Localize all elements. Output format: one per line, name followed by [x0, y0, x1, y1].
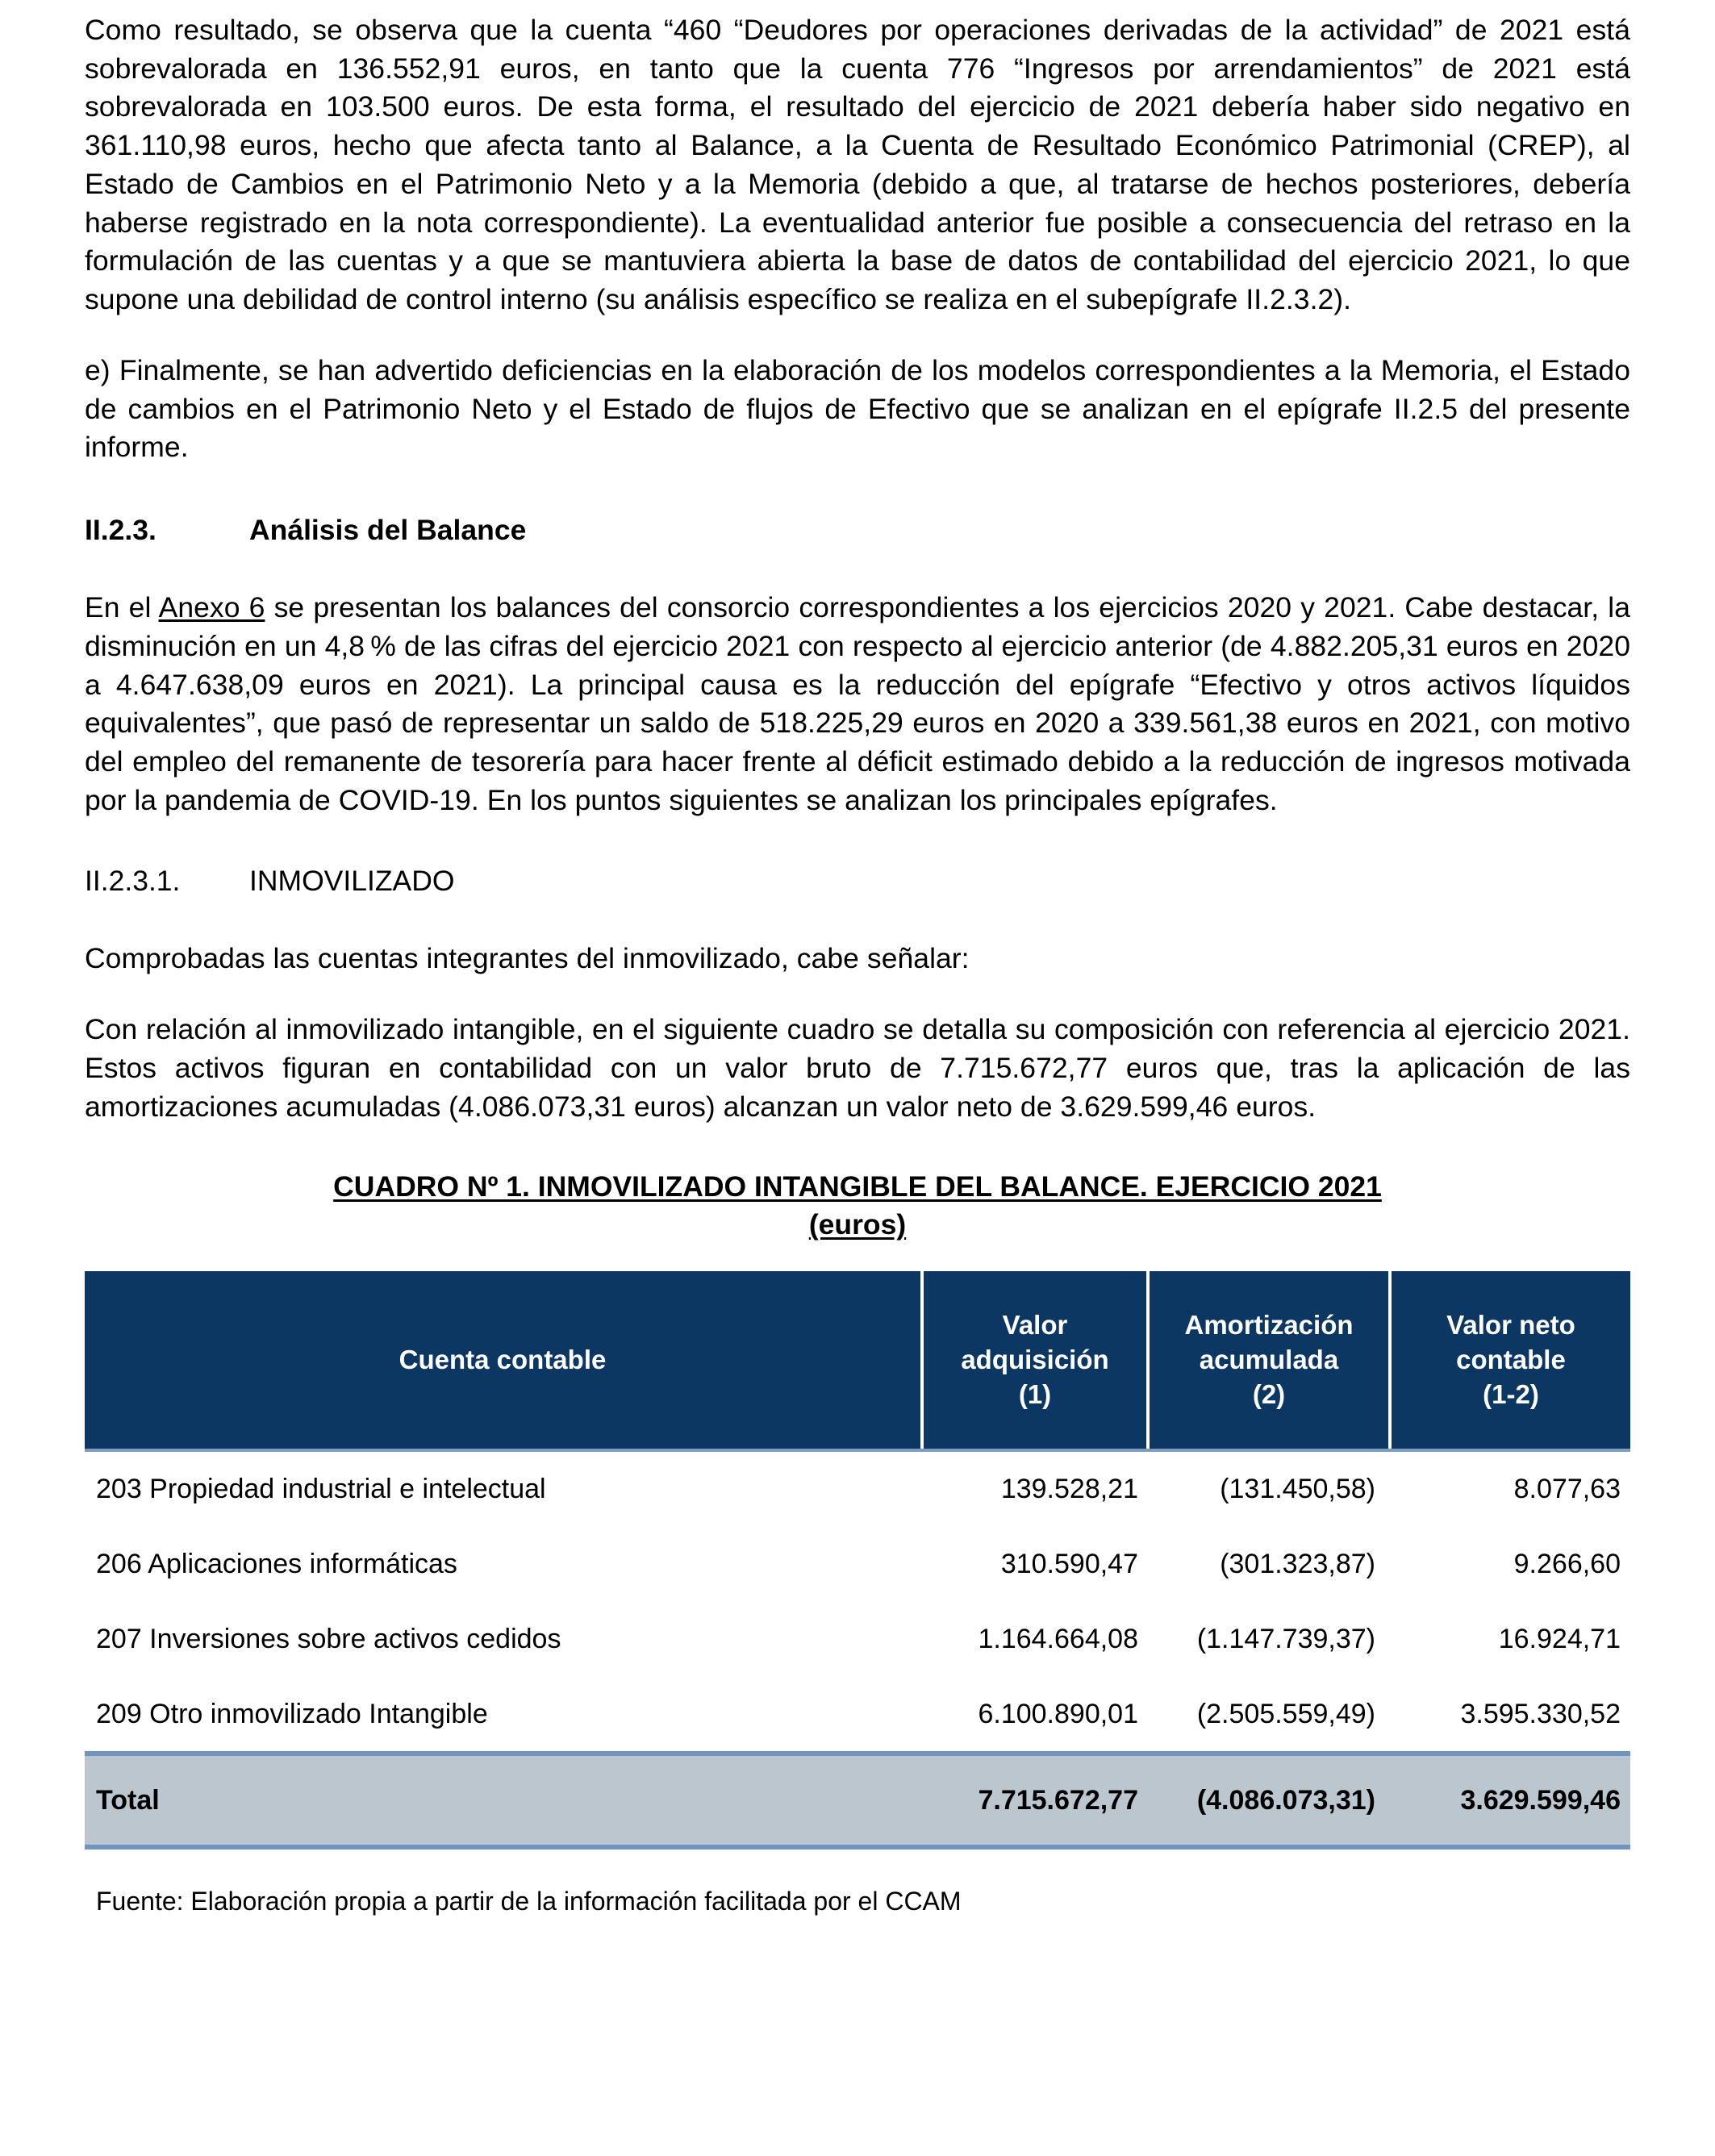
- cell-amortization: (2.505.559,49): [1196, 1698, 1375, 1729]
- cell-net: 16.924,71: [1498, 1623, 1621, 1654]
- column-header-amortizacion-line3: (2): [1252, 1378, 1286, 1409]
- column-header-amortizacion-line2: acumulada: [1199, 1344, 1339, 1374]
- paragraph-anexo-6-prefix: En el: [85, 591, 159, 624]
- table-header-row: [85, 1271, 1630, 1450]
- table-body: [85, 1450, 1630, 1847]
- heading-ii-2-3: [85, 514, 1630, 547]
- heading-ii-2-3-number: II.2.3.: [85, 514, 156, 547]
- paragraph-deficiencias-modelos: e) Finalmente, se han advertido deficiencias en la elaboración de los modelos correspondientes a la Memoria, el Estado de cambios en el Patrimonio Neto y el Estado de flujos de Efectivo que se analizan en el epígrafe II.2.5 del presente informe.: [85, 353, 1630, 464]
- paragraph-resultado-cuenta-460: Como resultado, se observa que la cuenta “460 “Deudores por operaciones derivadas de la actividad” de 2021 está sobrevalorada en 136.552,91 euros, en tanto que la cuenta 776 “Ingresos por arrendamientos” de 2021 está sobrevalorada en 103.500 euros. De esta forma, el resultado del ejercicio de 2021 debería haber sido negativo en 361.110,98 euros, hecho que afecta tanto al Balance, a la Cuenta de Resultado Económico Patrimonial (CREP), al Estado de Cambios en el Patrimonio Neto y a la Memoria (debido a que, al tratarse de hechos posteriores, debería haberse registrado en la nota correspondiente). La eventualidad anterior fue posible a consecuencia del retraso en la formulación de las cuentas y a que se mantuviera abierta la base de datos de contabilidad del ejercicio 2021, lo que supone una debilidad de control interno (su análisis específico se realiza en el subepígrafe II.2.3.2).: [85, 14, 1630, 316]
- table-row: [85, 1602, 1630, 1677]
- heading-ii-2-3-1: [85, 865, 1630, 898]
- heading-ii-2-3-title: Análisis del Balance: [249, 514, 527, 547]
- column-header-amortizacion-acumulada: [1148, 1271, 1390, 1450]
- cell-total-acquisition: 7.715.672,77: [922, 1754, 1148, 1847]
- cell-amortization: (131.450,58): [1220, 1473, 1375, 1504]
- column-header-valor-adquisicion-line3: (1): [1018, 1378, 1052, 1409]
- anexo-6-reference[interactable]: Anexo 6: [158, 591, 265, 624]
- column-header-amortizacion-line1: Amortización: [1184, 1309, 1354, 1340]
- paragraph-anexo-6-suffix: se presentan los balances del consorcio correspondientes a los ejercicios 2020 y 2021. Cabe destacar, la disminución en un 4,8 % de las cifras del ejercicio 2021 con respecto al ejercicio anterior (de 4.882.205,31 euros en 2020 a 4.647.638,09 euros en 2021). La principal causa es la reducción del epígrafe “Efectivo y otros activos líquidos equivalentes”, que pasó de representar un saldo de 518.225,29 euros en 2020 a 339.561,38 euros en 2021, con motivo del empleo del remanente de tesorería para hacer frente al déficit estimado debido a la reducción de ingresos motivada por la pandemia de COVID-19. En los puntos siguientes se analizan los principales epígrafes.: [85, 591, 1630, 816]
- cell-account: 207 Inversiones sobre activos cedidos: [96, 1623, 561, 1654]
- cell-account: 209 Otro inmovilizado Intangible: [96, 1698, 488, 1729]
- cell-net: 9.266,60: [1513, 1548, 1621, 1579]
- table-source-note: Fuente: Elaboración propia a partir de la información facilitada por el CCAM: [96, 1887, 962, 1916]
- table-row: [85, 1677, 1630, 1754]
- column-header-cuenta-contable: Cuenta contable: [85, 1271, 922, 1450]
- table-row: [85, 1450, 1630, 1527]
- paragraph-anexo-6-balances: [85, 589, 1630, 819]
- cell-acquisition: 310.590,47: [1000, 1548, 1138, 1579]
- cell-net: 8.077,63: [1513, 1473, 1621, 1504]
- heading-ii-2-3-1-title: INMOVILIZADO: [249, 865, 455, 898]
- cell-total-amortization: (4.086.073,31): [1148, 1754, 1390, 1847]
- cuadro-1-title: [85, 1168, 1630, 1244]
- cuadro-1-title-line-1: CUADRO Nº 1. INMOVILIZADO INTANGIBLE DEL BALANCE. EJERCICIO 2021: [333, 1170, 1382, 1203]
- cell-total-label: Total: [85, 1754, 922, 1847]
- heading-ii-2-3-1-number: II.2.3.1.: [85, 865, 181, 898]
- table-head: [85, 1271, 1630, 1450]
- column-header-valor-neto-contable: [1390, 1271, 1630, 1450]
- cell-acquisition: 139.528,21: [1000, 1473, 1138, 1504]
- column-header-valor-adquisicion: [922, 1271, 1148, 1450]
- cuadro-1-title-line-2: (euros): [808, 1208, 907, 1241]
- cuadro-1-block: [85, 1168, 1630, 1918]
- inmovilizado-intangible-table: [85, 1271, 1630, 1849]
- cell-acquisition: 6.100.890,01: [978, 1698, 1138, 1729]
- table-total-row: [85, 1754, 1630, 1847]
- column-header-valor-neto-line2: contable: [1456, 1344, 1566, 1374]
- table-row: [85, 1527, 1630, 1602]
- paragraph-comprobadas-cuentas: Comprobadas las cuentas integrantes del inmovilizado, cabe señalar:: [85, 942, 970, 975]
- cell-account: 206 Aplicaciones informáticas: [96, 1548, 457, 1579]
- column-header-valor-neto-line1: Valor neto: [1446, 1309, 1575, 1340]
- paragraph-inmovilizado-intangible: Con relación al inmovilizado intangible, en el siguiente cuadro se detalla su composición con referencia al ejercicio 2021. Estos activos figuran en contabilidad con un valor bruto de 7.715.672,77 euros que, tras la aplicación de las amortizaciones acumuladas (4.086.073,31 euros) alcanzan un valor neto de 3.629.599,46 euros.: [85, 1013, 1630, 1123]
- cell-amortization: (301.323,87): [1220, 1548, 1375, 1579]
- column-header-valor-adquisicion-line1: Valor: [1002, 1309, 1068, 1340]
- column-header-valor-neto-line3: (1-2): [1483, 1378, 1539, 1409]
- column-header-valor-adquisicion-line2: adquisición: [961, 1344, 1109, 1374]
- cell-net: 3.595.330,52: [1460, 1698, 1621, 1729]
- cell-acquisition: 1.164.664,08: [978, 1623, 1138, 1654]
- cell-amortization: (1.147.739,37): [1196, 1623, 1375, 1654]
- cell-total-net: 3.629.599,46: [1390, 1754, 1630, 1847]
- cell-account: 203 Propiedad industrial e intelectual: [96, 1473, 546, 1504]
